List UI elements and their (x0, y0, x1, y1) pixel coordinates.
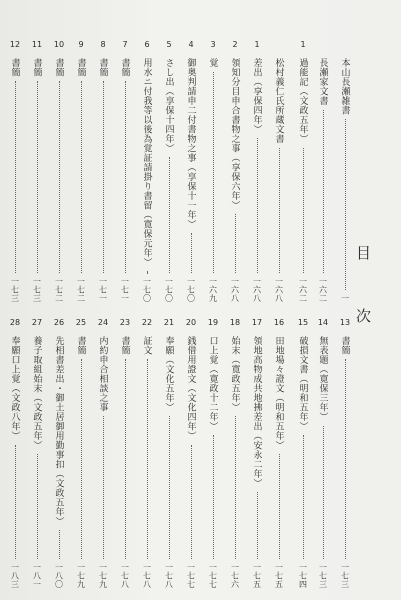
toc-heading-moku: 目 (354, 245, 372, 268)
toc-entry-page: 一六八 (230, 276, 240, 302)
toc-entry-number: 28 (9, 318, 21, 327)
toc-entry-title: 奉願口上覚（文政八年） (9, 336, 20, 441)
dot-leader (213, 72, 214, 273)
toc-entry (30, 318, 44, 588)
dot-leader (125, 359, 126, 559)
toc-entry (228, 318, 242, 588)
dot-leader (279, 454, 280, 559)
toc-entry-number: 20 (185, 318, 197, 327)
toc-entry (338, 40, 352, 302)
toc-entry-page: 一七三 (32, 276, 42, 302)
toc-entry-number: 18 (229, 318, 241, 327)
toc-entry-title: 覚 (207, 58, 218, 68)
toc-entry (316, 318, 330, 588)
toc-entry (74, 40, 88, 302)
toc-entry-title: 奉願（文化五年） (163, 336, 174, 412)
toc-entry-number: 12 (9, 40, 21, 49)
toc-entry (250, 318, 264, 588)
toc-entry-title: 破損文書（明和五年） (297, 336, 308, 431)
dot-leader (345, 119, 346, 290)
toc-entry (96, 40, 110, 302)
toc-entry-number: 1 (254, 40, 260, 49)
toc-entry-page: 一八三 (10, 562, 20, 588)
toc-entry-number: 26 (53, 318, 65, 327)
toc-entry-page: 一七九 (98, 562, 108, 588)
dot-leader (169, 416, 170, 559)
toc-entry (206, 318, 220, 588)
toc-entry-number: 6 (144, 40, 150, 49)
toc-entry-page: 一七二 (54, 276, 64, 302)
dot-leader (81, 81, 82, 273)
toc-entry-title: 書簡 (119, 58, 130, 77)
toc-entry (140, 318, 154, 588)
toc-entry-title: 書簡 (53, 58, 64, 77)
toc-entry (118, 40, 132, 302)
toc-entry-page: 一七三 (318, 562, 328, 588)
toc-entry-title: 御奥判請申二付書物之事（享保十一年） (185, 58, 196, 229)
toc-entry-page: 一七六 (230, 562, 240, 588)
toc-entry-number: 7 (122, 40, 128, 49)
toc-entry-title: 書簡 (75, 336, 86, 355)
toc-entry-page: 一七二 (76, 276, 86, 302)
toc-entry-title: 松村義仁氏所蔵文書 (273, 58, 284, 144)
toc-entry (272, 40, 286, 302)
dot-leader (257, 138, 258, 273)
toc-entry-page: 一七〇 (142, 276, 152, 302)
toc-entry-title: 長瀬家文書 (317, 58, 328, 106)
toc-entry-number: 22 (141, 318, 153, 327)
toc-entry-number: 24 (97, 318, 109, 327)
toc-entry-number: 19 (207, 318, 219, 327)
toc-entry-title: 書簡 (339, 336, 350, 355)
toc-entry (184, 318, 198, 588)
toc-entry (74, 318, 88, 588)
toc-entry (8, 318, 22, 588)
dot-leader (103, 416, 104, 559)
toc-entry-number: 14 (317, 318, 329, 327)
toc-entry-title: 証文 (141, 336, 152, 355)
toc-entry-title: 口上覚（寛政十二年） (207, 336, 218, 431)
toc-entry-page: 一 (340, 293, 350, 302)
toc-entry-title: 先相書差出・御土居御用勤事扣（文政五年） (53, 336, 64, 526)
toc-entry-number: 1 (300, 40, 306, 49)
toc-entry-page: 一七五 (252, 562, 262, 588)
toc-entry-page: 一七五 (274, 562, 284, 588)
toc-entry-number: 9 (78, 40, 84, 49)
toc-entry-page: 一六八 (252, 276, 262, 302)
toc-entry (162, 318, 176, 588)
toc-entry-title: 田地場々證文（明和五年） (273, 336, 284, 450)
dot-leader (345, 359, 346, 559)
toc-entry (272, 318, 286, 588)
dot-leader (103, 81, 104, 273)
dot-leader (37, 454, 38, 559)
toc-entry (52, 318, 66, 588)
toc-entry-title: 養子取組始末（文政五年） (31, 336, 42, 450)
toc-entry-title: 書簡 (9, 58, 20, 77)
toc-entry-number: 3 (210, 40, 216, 49)
toc-entry-title: 内約申合相談之事 (97, 336, 108, 412)
toc-entry-page: 一六二 (318, 276, 328, 302)
toc-entry-title: さし出（享保十四年） (163, 58, 174, 153)
toc-entry-title: 書簡 (97, 58, 108, 77)
dot-leader (169, 157, 170, 273)
toc-entry-number: 21 (163, 318, 175, 327)
dot-leader (279, 148, 280, 273)
dot-leader (191, 445, 192, 559)
toc-entry-page: 一七〇 (186, 276, 196, 302)
toc-entry-page: 一七七 (186, 562, 196, 588)
toc-entry-number: 8 (100, 40, 106, 49)
dot-leader (303, 435, 304, 559)
toc-entry-page: 一八一 (32, 562, 42, 588)
toc-entry (118, 318, 132, 588)
toc-entry-page: 一八〇 (54, 562, 64, 588)
toc-entry (162, 40, 176, 302)
dot-leader (125, 81, 126, 273)
dot-leader (37, 81, 38, 273)
dot-leader (81, 359, 82, 559)
toc-entry-title: 領地高物成共地拂差出（安永二年） (251, 336, 262, 488)
toc-entry (316, 40, 330, 302)
dot-leader (323, 110, 324, 273)
dot-leader (147, 359, 148, 559)
dot-leader (147, 271, 148, 273)
toc-entry-title: 無表題（寛保三年） (317, 336, 328, 422)
dot-leader (213, 435, 214, 559)
toc-entry-title: 書簡 (75, 58, 86, 77)
dot-leader (303, 148, 304, 273)
toc-entry-number: 27 (31, 318, 43, 327)
dot-leader (323, 426, 324, 559)
toc-entry (296, 318, 310, 588)
toc-entry-page: 一七三 (340, 562, 350, 588)
toc-entry-page: 一六九 (208, 276, 218, 302)
toc-entry (52, 40, 66, 302)
dot-leader (15, 445, 16, 559)
toc-entry (338, 318, 352, 588)
toc-entry (30, 40, 44, 302)
toc-entry-title: 書簡 (31, 58, 42, 77)
toc-entry-number: 13 (339, 318, 351, 327)
toc-entry-number: 10 (53, 40, 65, 49)
toc-heading-ji: 次 (354, 308, 372, 331)
toc-entry-page: 一七七 (208, 562, 218, 588)
dot-leader (191, 233, 192, 273)
toc-entry-title: 書簡 (119, 336, 130, 355)
toc-entry-page: 一七一 (120, 276, 130, 302)
toc-entry (96, 318, 110, 588)
toc-entry-title: 銭借用證文（文化四年） (185, 336, 196, 441)
dot-leader (235, 416, 236, 559)
dot-leader (257, 492, 258, 559)
toc-entry (296, 40, 310, 302)
toc-entry-number: 17 (251, 318, 263, 327)
toc-entry-page: 一七九 (76, 562, 86, 588)
toc-entry-title: 領知分目申合書物之事（享保六年） (229, 58, 240, 210)
toc-entry-title: 過能記（文政五年） (297, 58, 308, 144)
toc-entry-page: 一七三 (10, 276, 20, 302)
dot-leader (59, 81, 60, 273)
toc-entry-number: 25 (75, 318, 87, 327)
toc-entry (8, 40, 22, 302)
toc-entry (250, 40, 264, 302)
toc-entry (140, 40, 154, 302)
toc-entry-number: 16 (273, 318, 285, 327)
toc-entry-page: 一七〇 (164, 276, 174, 302)
toc-entry-page: 一七八 (164, 562, 174, 588)
toc-entry-page: 一六二 (298, 276, 308, 302)
toc-entry-number: 5 (166, 40, 172, 49)
toc-entry-number: 11 (31, 40, 43, 49)
toc-entry-title: 用水ニ付我等以後為覚証請掛り書留（寛保元年） (141, 58, 152, 267)
dot-leader (235, 214, 236, 273)
toc-entry (206, 40, 220, 302)
toc-entry (228, 40, 242, 302)
toc-entry-page: 一七八 (142, 562, 152, 588)
toc-entry (184, 40, 198, 302)
toc-entry-page: 一七一 (98, 276, 108, 302)
toc-entry-page: 一六八 (274, 276, 284, 302)
toc-entry-title: 差出（享保四年） (251, 58, 262, 134)
toc-entry-page: 一七四 (298, 562, 308, 588)
toc-entry-page: 一七八 (120, 562, 130, 588)
toc-entry-number: 23 (119, 318, 131, 327)
dot-leader (15, 81, 16, 273)
toc-entry-number: 4 (188, 40, 194, 49)
toc-entry-title: 始末（寛政五年） (229, 336, 240, 412)
dot-leader (59, 530, 60, 559)
toc-entry-number: 2 (232, 40, 238, 49)
toc-entry-title: 本山長瀬雑書 (339, 58, 350, 115)
toc-entry-number: 15 (297, 318, 309, 327)
